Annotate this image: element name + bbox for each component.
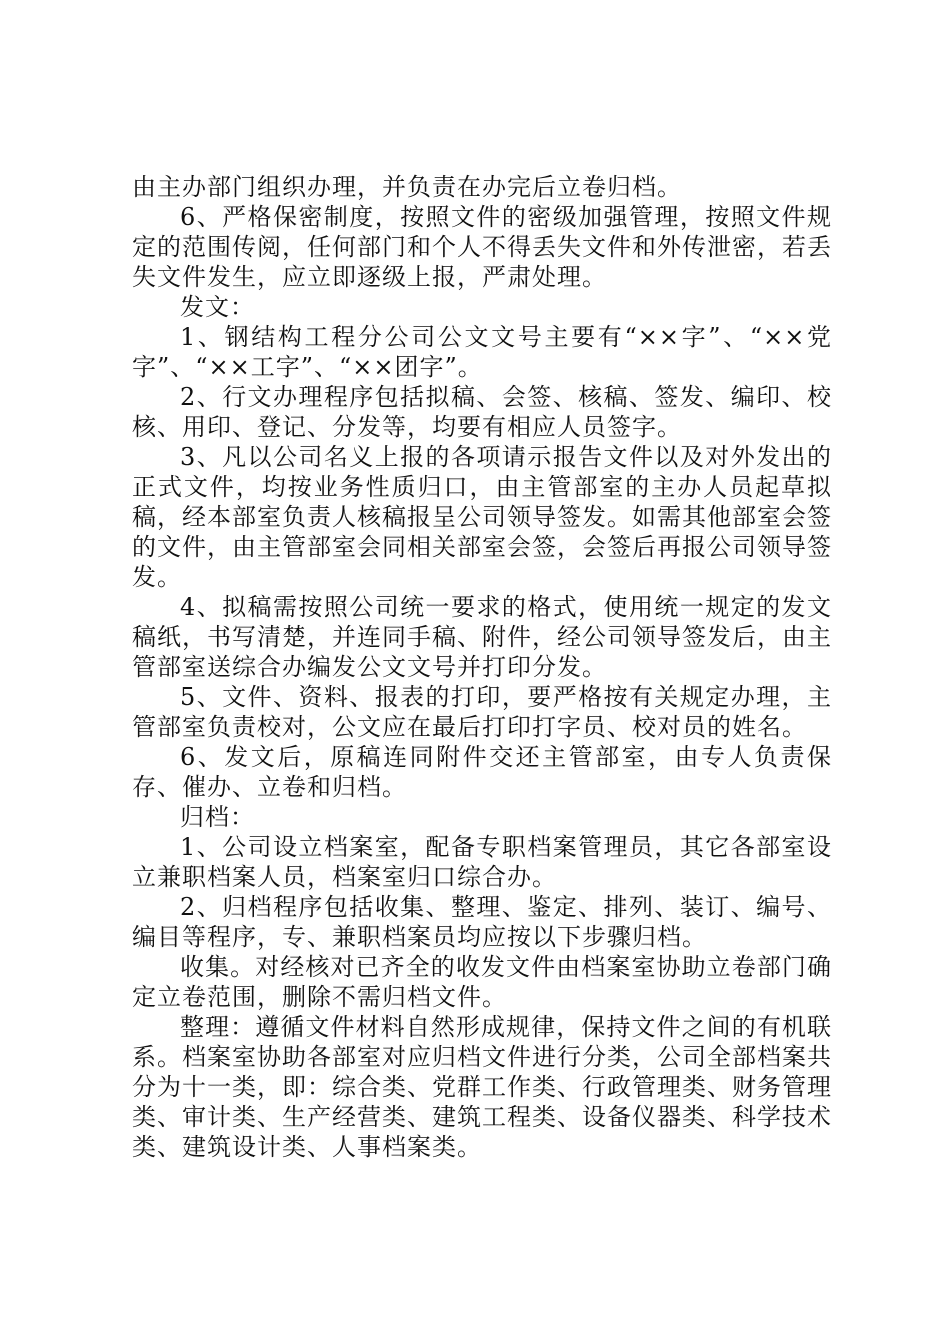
section-heading-fawen: 发文： <box>180 293 255 321</box>
paragraph-13: 收集。对经核对已齐全的收发文件由档案室协助立卷部门确定立卷范围，删除不需归档文件。 <box>132 953 832 1011</box>
document-body <box>132 172 832 1162</box>
paragraph-4: 1、钢结构工程分公司公文文号主要有“××字”、“××党字”、“××工字”、“××团字”。 <box>132 323 832 381</box>
paragraph-9: 6、发文后，原稿连同附件交还主管部室，由专人负责保存、催办、立卷和归档。 <box>132 743 832 801</box>
paragraph-6: 3、凡以公司名义上报的各项请示报告文件以及对外发出的正式文件，均按业务性质归口，由主管部室的主办人员起草拟稿，经本部室负责人核稿报呈公司领导签发。如需其他部室会签的文件，由主管部室会同相关部室会签，会签后再报公司领导签发。 <box>132 443 832 591</box>
paragraph-2: 6、严格保密制度，按照文件的密级加强管理，按照文件规定的范围传阅，任何部门和个人不得丢失文件和外传泄密，若丢失文件发生，应立即逐级上报，严肃处理。 <box>132 203 832 291</box>
paragraph-7: 4、拟稿需按照公司统一要求的格式，使用统一规定的发文稿纸，书写清楚，并连同手稿、附件，经公司领导签发后，由主管部室送综合办编发公文文号并打印分发。 <box>132 593 832 681</box>
paragraph-12: 2、归档程序包括收集、整理、鉴定、排列、装订、编号、编目等程序，专、兼职档案员均应按以下步骤归档。 <box>132 893 832 951</box>
paragraph-14: 整理：遵循文件材料自然形成规律，保持文件之间的有机联系。档案室协助各部室对应归档文件进行分类，公司全部档案共分为十一类，即：综合类、党群工作类、行政管理类、财务管理类、审计类、生产经营类、建筑工程类、设备仪器类、科学技术类、建筑设计类、人事档案类。 <box>132 1013 832 1161</box>
paragraph-1: 由主办部门组织办理，并负责在办完后立卷归档。 <box>132 173 682 201</box>
paragraph-5: 2、行文办理程序包括拟稿、会签、核稿、签发、编印、校核、用印、登记、分发等，均要有相应人员签字。 <box>132 383 832 441</box>
paragraph-11: 1、公司设立档案室，配备专职档案管理员，其它各部室设立兼职档案人员，档案室归口综合办。 <box>132 833 832 891</box>
section-heading-guidang: 归档： <box>180 803 255 831</box>
paragraph-8: 5、文件、资料、报表的打印，要严格按有关规定办理，主管部室负责校对，公文应在最后打印打字员、校对员的姓名。 <box>132 683 832 741</box>
